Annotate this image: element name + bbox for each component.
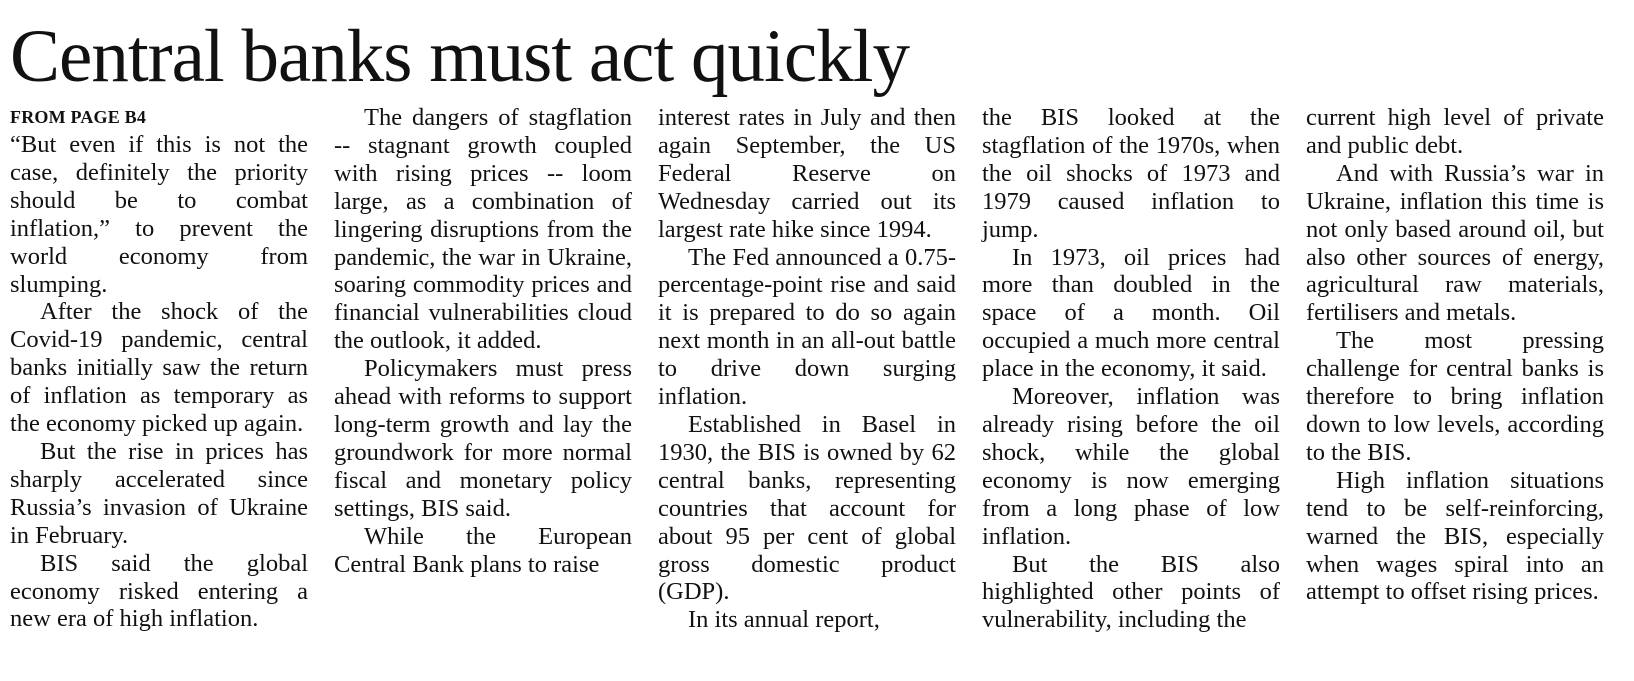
paragraph: While the European Central Bank plans to raise bbox=[334, 522, 632, 578]
column-4 bbox=[982, 104, 1280, 634]
paragraph: Policymakers must press ahead with reforms to support long-term growth and lay the groundwork for more normal fiscal and monetary policy settings, BIS said. bbox=[334, 355, 632, 522]
paragraph: BIS said the global economy risked entering a new era of high inflation. bbox=[10, 549, 308, 633]
article-body bbox=[10, 104, 1630, 634]
paragraph: “But even if this is not the case, definitely the priority should be to combat inflation,” to prevent the world economy from slumping. bbox=[10, 131, 308, 298]
paragraph-continued: current high level of private and public debt. bbox=[1306, 104, 1604, 159]
kicker: FROM PAGE B4 bbox=[10, 107, 147, 127]
paragraph: Moreover, inflation was already rising before the oil shock, while the global economy is now emerging from a long phase of low inflation. bbox=[982, 383, 1280, 550]
paragraph: But the rise in prices has sharply accelerated since Russia’s invasion of Ukraine in February. bbox=[10, 437, 308, 549]
column-1 bbox=[10, 104, 308, 634]
paragraph: And with Russia’s war in Ukraine, inflation this time is not only based around oil, but also other sources of energy, agricultural raw materials, fertilisers and metals. bbox=[1306, 159, 1604, 327]
paragraph: Established in Basel in 1930, the BIS is owned by 62 central banks, representing countries that account for about 95 per cent of global gross domestic product (GDP). bbox=[658, 410, 956, 606]
paragraph: The most pressing challenge for central banks is therefore to bring inflation down to low levels, according to the BIS. bbox=[1306, 327, 1604, 466]
column-2 bbox=[334, 104, 632, 634]
paragraph: High inflation situations tend to be self-reinforcing, warned the BIS, especially when wages spiral into an attempt to offset rising prices. bbox=[1306, 466, 1604, 606]
paragraph: In 1973, oil prices had more than doubled in the space of a month. Oil occupied a much more central place in the economy, it said. bbox=[982, 243, 1280, 383]
paragraph-continued: interest rates in July and then again September, the US Federal Reserve on Wednesday carried out its largest rate hike since 1994. bbox=[658, 104, 956, 243]
headline: Central banks must act quickly bbox=[10, 15, 909, 98]
paragraph: But the BIS also highlighted other points of vulnerability, including the bbox=[982, 550, 1280, 634]
paragraph: After the shock of the Covid-19 pandemic, central banks initially saw the return of inflation as temporary as the economy picked up again. bbox=[10, 298, 308, 438]
paragraph: In its annual report, bbox=[688, 606, 880, 634]
paragraph: The Fed announced a 0.75-percentage-point rise and said it is prepared to do so again next month in an all-out battle to drive down surging inflation. bbox=[658, 243, 956, 411]
paragraph: The dangers of stagflation -- stagnant growth coupled with rising prices -- loom large, as a combination of lingering disruptions from the pandemic, the war in Ukraine, soaring commodity prices and financial vulnerabilities cloud the outlook, it added. bbox=[334, 104, 632, 355]
column-5 bbox=[1306, 104, 1604, 634]
column-3 bbox=[658, 104, 956, 634]
paragraph-continued: the BIS looked at the stagflation of the 1970s, when the oil shocks of 1973 and 1979 caused inflation to jump. bbox=[982, 104, 1280, 243]
